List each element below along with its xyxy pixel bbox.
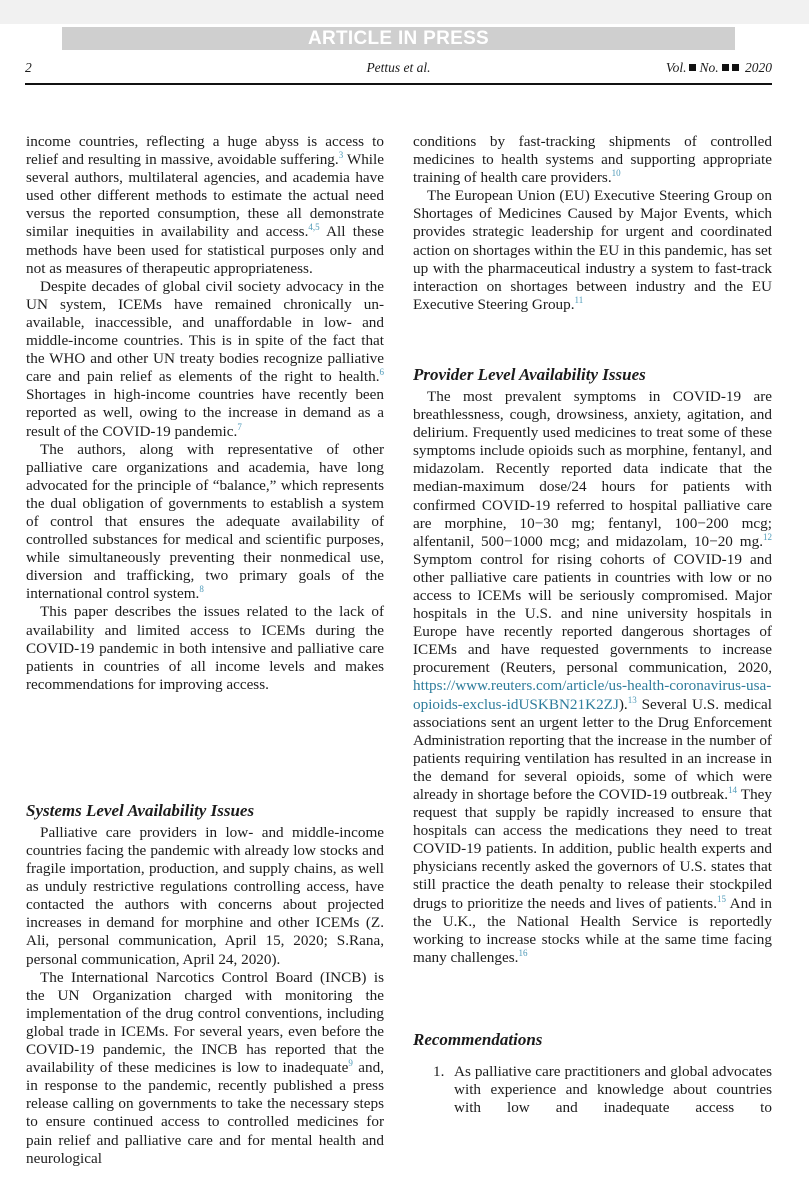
volume-info — [666, 57, 772, 79]
reference-link[interactable]: 9 — [348, 1058, 353, 1069]
text: and, in response to the pandemic, recently published a press release calling on governments to take the necessary steps to ensure continued access to controlled medicines for pain relief and palliative care and for mental health and neurological — [26, 1059, 384, 1167]
running-header-authors: Pettus et al. — [366, 60, 431, 75]
paragraph — [26, 133, 384, 278]
running-header — [25, 57, 772, 85]
paragraph — [26, 278, 384, 441]
recommendations-list — [413, 1063, 772, 1117]
text: While several authors, multilateral agencies, and academia have used other different methods to estimate the actual need versus the reported consumption, these all demonstrate similar inequities in availability and access. — [26, 151, 384, 241]
reference-link[interactable]: 12 — [763, 531, 772, 542]
reuters-url-link[interactable]: https://www.reuters.com/article/us-health-coronavirus-usa-opioids-exclus-idUSKBN21K2ZJ — [413, 677, 772, 713]
list-item — [413, 1063, 772, 1117]
paragraph — [413, 388, 772, 967]
text: The International Narcotics Control Board (INCB) is the UN Organization charged with monitoring the implementation of the drug control conventions, including global trade in ICEMs. For several years, even before the COVID-19 pandemic, the INCB has reported that the availability of these medicines is low to inadequate — [26, 968, 384, 1077]
text: Despite decades of global civil society advocacy in the UN system, ICEMs have remained chronically unavailable, inaccessible, and unaffordable in low- and middle-income countries. This is in spite of the fact that the WHO and other UN treaty bodies recognize palliative care and pain relief as elements of the right to health. — [26, 277, 384, 386]
text: income countries, reflecting a huge abyss is access to relief and resulting in massive, avoidable suffering. — [26, 133, 384, 169]
reference-link[interactable]: 13 — [627, 694, 637, 705]
section-heading-systems-level: Systems Level Availability Issues — [26, 800, 255, 820]
placeholder-square-icon — [732, 64, 739, 71]
paragraph — [26, 969, 384, 1168]
reference-link[interactable]: 4,5 — [308, 222, 320, 233]
text: ). — [618, 695, 628, 713]
paragraph — [413, 187, 772, 314]
reference-link[interactable]: 7 — [237, 421, 242, 432]
list-item-number: 1. — [433, 1062, 445, 1080]
right-column — [413, 133, 772, 1117]
paragraph — [26, 441, 384, 604]
reference-link[interactable]: 15 — [717, 893, 727, 904]
section-heading-recommendations: Recommendations — [413, 1029, 543, 1049]
paragraph: This paper describes the issues related to the lack of availability and limited access to ICEMs during the COVID-19 pandemic in both intensive and palliative care patients in countries of all income levels and makes recommendations for improving access. — [26, 603, 384, 693]
reference-link[interactable]: 8 — [199, 584, 204, 595]
text: Shortages in high-income countries have recently been reported as well, owing to the increase in demand as a result of the COVID-19 pandemic. — [26, 386, 384, 440]
text: Symptom control for rising cohorts of COVID-19 and other palliative care patients in countries with low or no access to ICEMs will be seriously compromised. Major hospitals in the U.S. and nine university hospitals in Europe have recently reported dangerous shortages of ICEMs and have requested governments to increase procurement (Reuters, personal communication, 2020, — [413, 550, 772, 677]
reference-link[interactable]: 14 — [728, 785, 737, 795]
no-label: No. — [699, 60, 719, 75]
placeholder-square-icon — [689, 64, 696, 71]
reference-link[interactable]: 10 — [611, 168, 621, 179]
text: All these methods have been used for statistical purposes only and not as measures of therapeutic appropriateness. — [26, 223, 384, 277]
text: conditions by fast-tracking shipments of controlled medicines to health systems and supporting appropriate training of health care providers. — [413, 133, 772, 187]
paragraph: Palliative care providers in low- and middle-income countries facing the pandemic with already low stocks and fragile importation, production, and supply chains, as well as unduly restrictive regulations controlling access, have contacted the authors with concerns about projected increases in demand for morphine and other ICEMs (Z. Ali, personal communication, April 15, 2020; S.Rana, personal communication, April 24, 2020). — [26, 823, 384, 968]
article-in-press-banner: ARTICLE IN PRESS — [62, 27, 735, 50]
section-heading-provider-level: Provider Level Availability Issues — [413, 364, 646, 384]
list-item-text: As palliative care practitioners and global advocates with experience and knowledge about countries with low and inadequate access to — [454, 1062, 772, 1117]
reference-link[interactable]: 11 — [574, 294, 584, 305]
vol-label: Vol. — [665, 60, 687, 75]
paragraph — [413, 133, 772, 187]
text: And in the U.K., the National Health Service is reportedly working to increase stocks while at the same time facing many challenges. — [413, 894, 772, 966]
page-number: 2 — [25, 60, 32, 75]
reference-link[interactable]: 16 — [518, 947, 528, 958]
text: They request that supply be rapidly increased to ensure that hospitals can access the medications they need to treat COVID-19 patients. In addition, public health experts and physicians recently asked the governors of U.S. states that still practice the death penalty to release their stockpiled drugs to prioritize the needs and lives of patients. — [413, 786, 773, 912]
reference-link[interactable]: 3 — [338, 150, 344, 161]
viewer-top-strip — [0, 0, 809, 24]
reference-link[interactable]: 6 — [379, 367, 384, 378]
year: 2020 — [745, 60, 772, 75]
text: Several U.S. medical associations sent an urgent letter to the Drug Enforcement Administration reporting that the increase in the number of patients requiring ventilation has resulted in an increase in the demand for several opioids, some of which were already in shortage before the COVID-19 outbreak. — [413, 695, 772, 803]
text: The most prevalent symptoms in COVID-19 are breathlessness, cough, drowsiness, anxiety, agitation, and delirium. Frequently used medicines to treat some of these symptoms include opioids such as morphine, fentanyl, and midazolam. Recently reported data indicate that the median-maximum dose/24 hours for patients with confirmed COVID-19 referred to hospital palliative care are morphine, 10−30 mg; fentanyl, 100−200 mcg; alfentanil, 500−1000 mcg; and midazolam, 10−20 mg. — [413, 387, 772, 550]
left-column — [26, 133, 384, 1168]
text: The authors, along with representative of other palliative care organizations and academia, have long advocated for the principle of “balance,” which represents the dual obligation of governments to establish a system of control that ensures the adequate availability of controlled substances for medical and scientific purposes, while simultaneously preventing their nonmedical use, diversion and trafficking, two primary goals of the international control system. — [26, 440, 384, 603]
placeholder-square-icon — [722, 64, 729, 71]
text: The European Union (EU) Executive Steering Group on Shortages of Medicines Caused by Major Events, which provides strategic leadership for urgent and coordinated action on shortages within the EU in this pandemic, has set up with the pharmaceutical industry a system to fast-track interaction on shortages between industry and the EU Executive Steering Group. — [413, 187, 772, 313]
